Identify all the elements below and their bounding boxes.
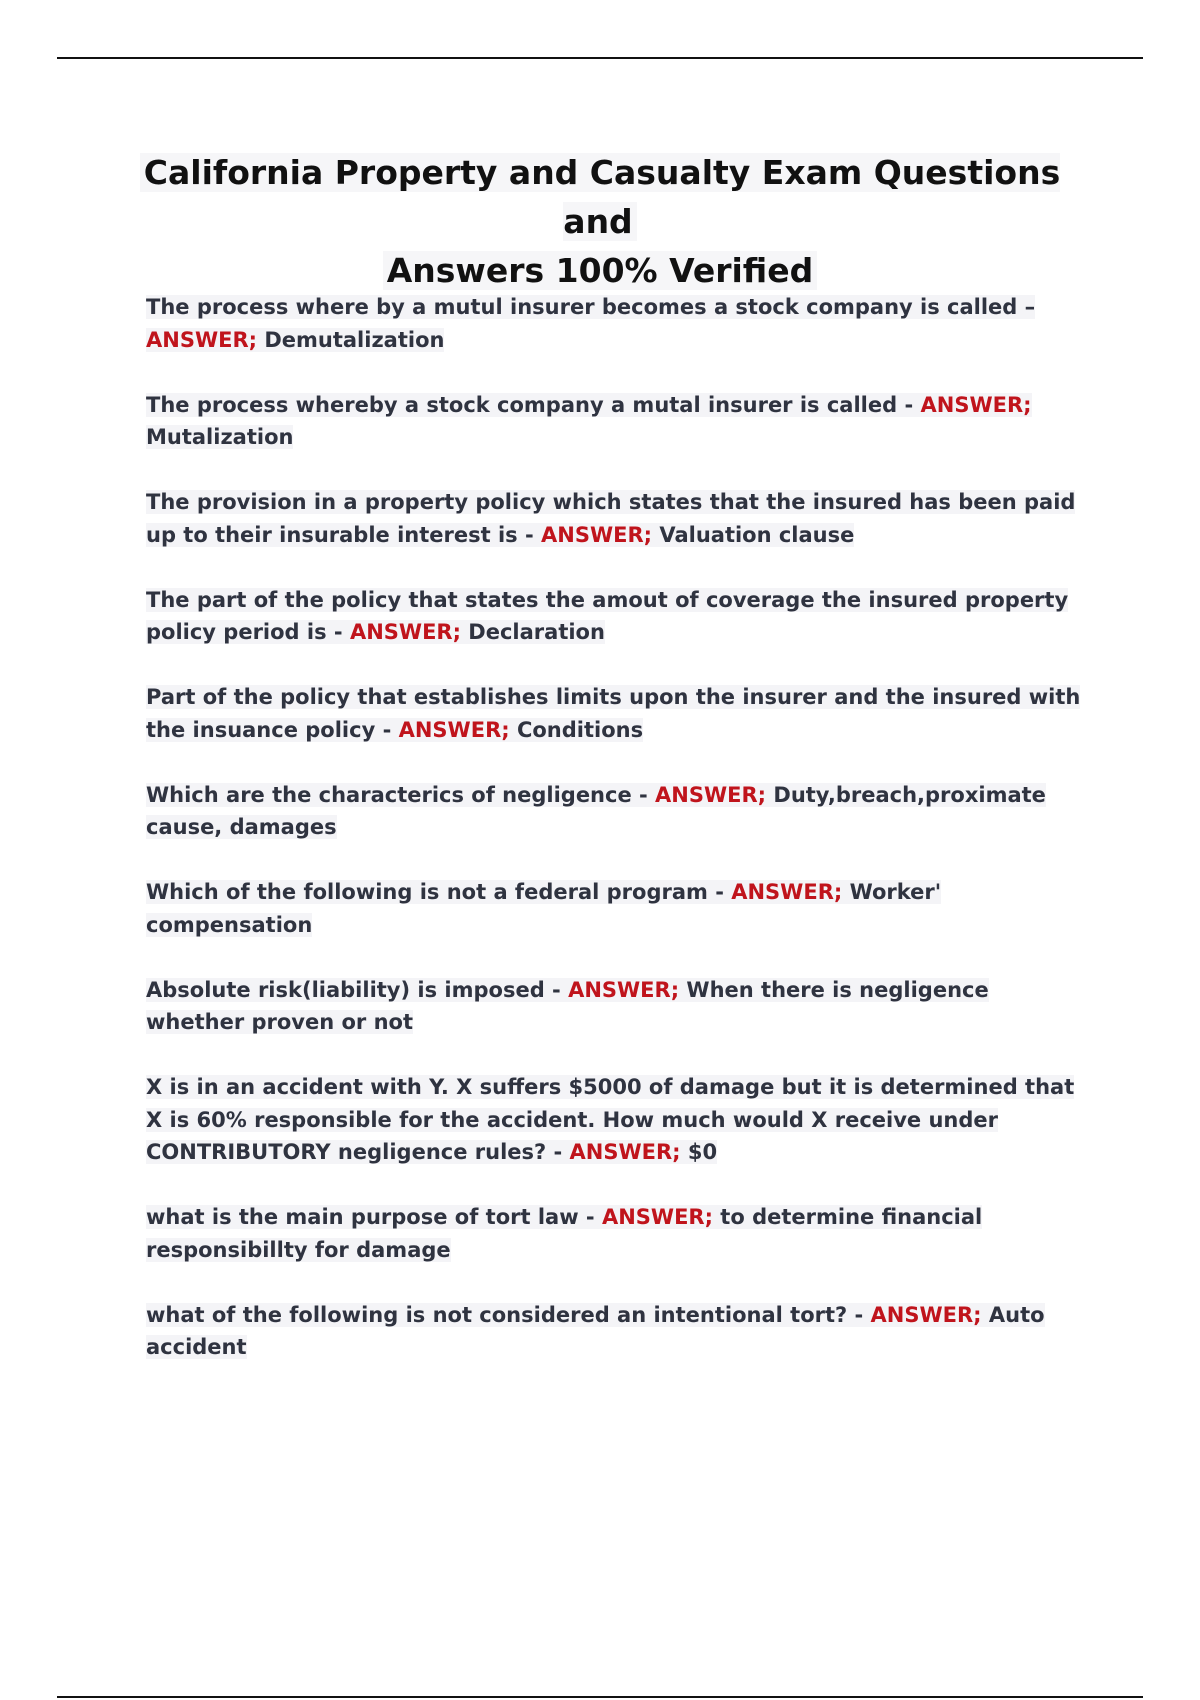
qa-item <box>146 1071 1086 1169</box>
qa-answer: Duty,breach,proximate cause, damages <box>146 782 1046 839</box>
qa-answer: Auto accident <box>146 1302 1045 1359</box>
qa-item <box>146 681 1086 746</box>
answer-label: ANSWER; <box>601 1205 713 1229</box>
qa-question: what of the following is not considered an intentional tort? - <box>146 1302 864 1327</box>
qa-question: The part of the policy that states the amout of coverage the insured property policy period is - <box>146 587 1069 644</box>
qa-item <box>146 779 1086 844</box>
answer-label: ANSWER; <box>731 880 843 904</box>
answer-label: ANSWER; <box>569 1140 681 1164</box>
qa-item <box>146 1201 1086 1266</box>
qa-answer: Conditions <box>516 717 644 742</box>
document-title <box>120 148 1080 295</box>
header-rule <box>57 57 1143 59</box>
qa-answer: Declaration <box>468 620 605 644</box>
qa-answer: Demutalization <box>264 327 445 352</box>
answer-label: ANSWER; <box>870 1302 982 1327</box>
footer-rule <box>57 1696 1143 1698</box>
answer-label: ANSWER; <box>568 977 680 1002</box>
qa-question: X is in an accident with Y. X suffers $5000 of damage but it is determined that X is 60% responsible for the accident. How much would X receive under CONTRIBUTORY negligence rules? - <box>146 1075 1075 1164</box>
answer-label: ANSWER; <box>655 782 767 807</box>
answer-label: ANSWER; <box>349 620 461 644</box>
qa-question: The process where by a mutul insurer becomes a stock company is called – <box>146 295 1036 319</box>
qa-answer: When there is negligence whether proven or not <box>146 977 989 1034</box>
qa-answer: Worker' compensation <box>146 880 942 937</box>
qa-question: Absolute risk(liability) is imposed - <box>146 977 561 1002</box>
document-title-line2: Answers 100% Verified <box>383 251 818 290</box>
answer-label: ANSWER; <box>541 522 653 547</box>
qa-question: The provision in a property policy which states that the insured has been paid up to their insurable interest is - <box>146 490 1076 547</box>
qa-item <box>146 876 1086 941</box>
qa-question: Which of the following is not a federal program - <box>146 880 724 904</box>
qa-answer: Mutalization <box>146 425 294 449</box>
answer-label: ANSWER; <box>398 717 510 742</box>
qa-question: The process whereby a stock company a mutal insurer is called - <box>146 392 914 417</box>
qa-question: Which are the characterics of negligence - <box>146 782 648 807</box>
qa-question: Part of the policy that establishes limits upon the insurer and the insured with the insuance policy - <box>146 685 1081 742</box>
qa-answer: Valuation clause <box>659 522 855 547</box>
qa-item <box>146 389 1086 454</box>
qa-item <box>146 291 1086 356</box>
qa-list <box>146 291 1086 1396</box>
qa-item <box>146 486 1086 551</box>
qa-answer: to determine financial responsibillty for damage <box>146 1205 983 1262</box>
qa-item <box>146 584 1086 649</box>
qa-answer: $0 <box>687 1140 718 1164</box>
document-title-line1: California Property and Casualty Exam Questions and <box>140 153 1060 241</box>
answer-label: ANSWER; <box>146 327 258 352</box>
answer-label: ANSWER; <box>920 392 1032 417</box>
qa-item <box>146 1299 1086 1364</box>
qa-item <box>146 974 1086 1039</box>
qa-question: what is the main purpose of tort law - <box>146 1205 595 1229</box>
